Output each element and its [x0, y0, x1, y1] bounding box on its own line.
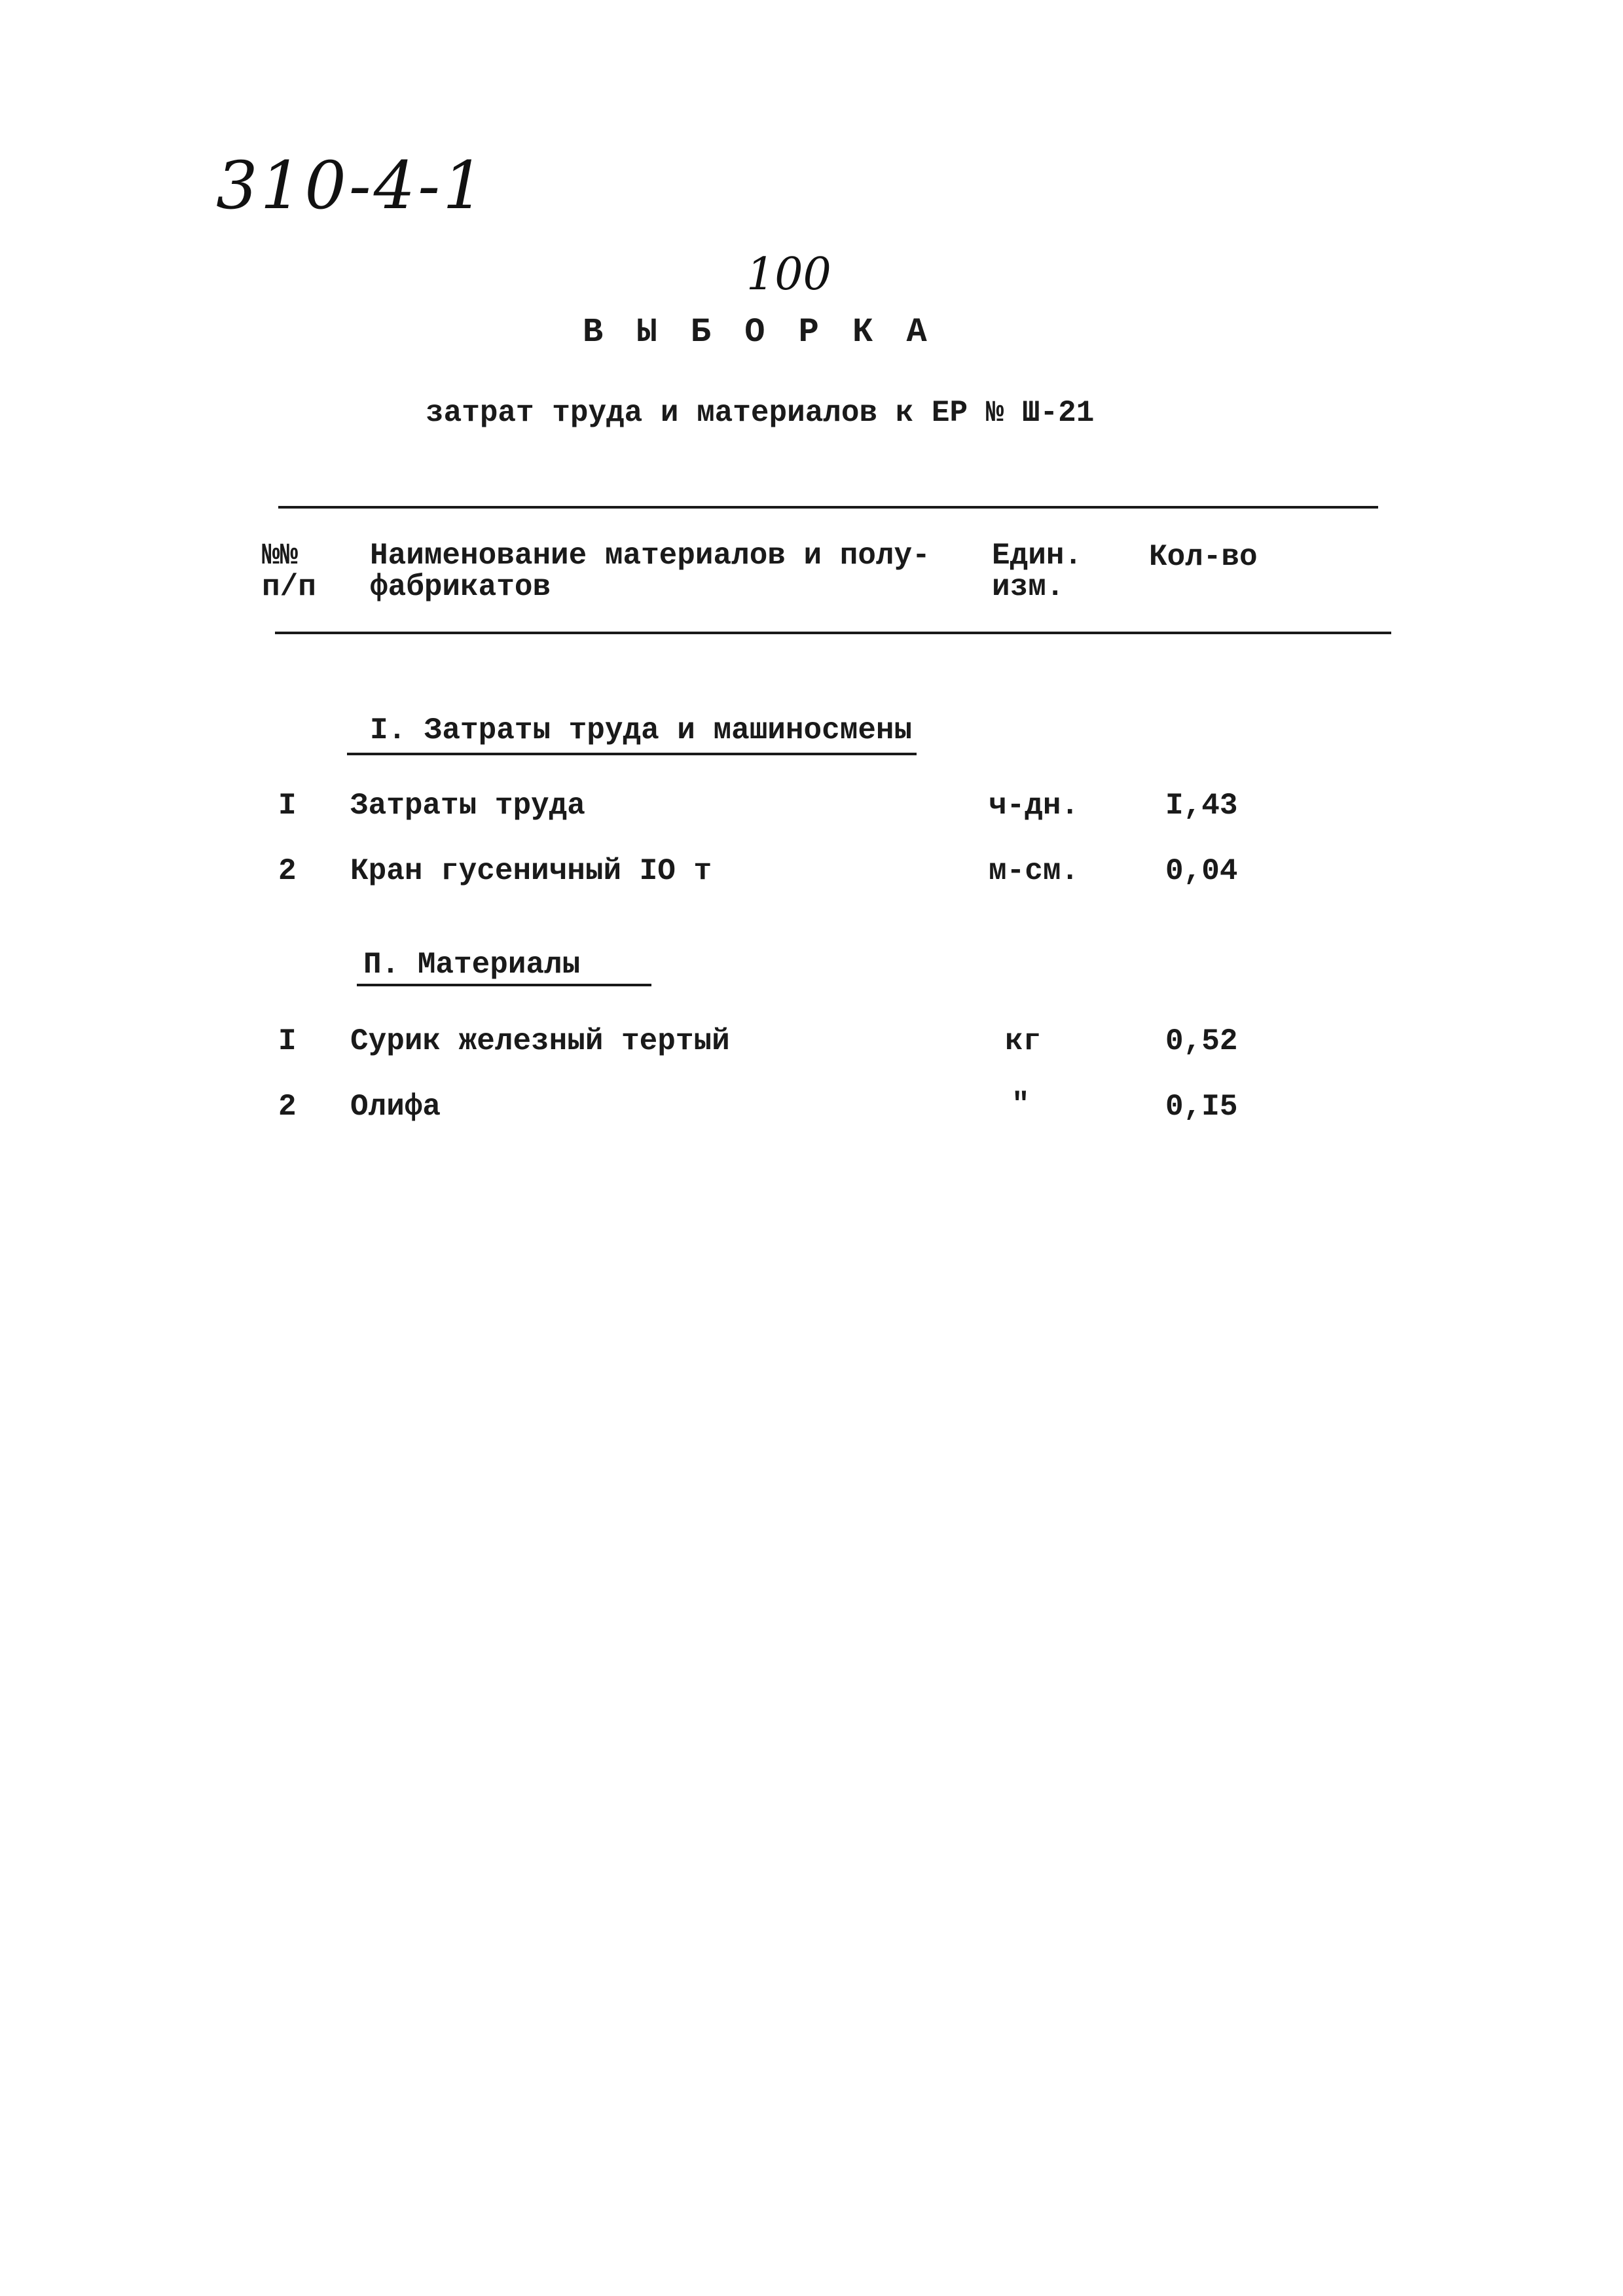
section-materials-title: П. Материалы [363, 948, 581, 982]
header-qty: Кол-во [1149, 540, 1258, 574]
page-number: 100 [746, 249, 831, 300]
row-qty: 0,I5 [1165, 1090, 1238, 1124]
row-qty: I,43 [1165, 789, 1238, 823]
row-qty: 0,52 [1165, 1024, 1238, 1058]
row-name: Кран гусеничный IO т [350, 854, 712, 888]
row-num: I [278, 1024, 297, 1058]
row-unit: кг [1005, 1024, 1042, 1058]
header-unit: Един. изм. [992, 539, 1083, 604]
row-qty: 0,04 [1165, 854, 1238, 888]
table-header-rule [275, 632, 1391, 634]
document-title: В Ы Б О Р К А [583, 313, 934, 351]
row-num: 2 [278, 854, 297, 888]
document-code: 310-4-1 [216, 147, 487, 224]
row-name: Олифа [350, 1090, 441, 1124]
row-num: I [278, 789, 297, 823]
row-unit: " [1012, 1088, 1030, 1122]
section-materials-underline [357, 984, 651, 986]
header-name: Наименование материалов и полу- фабрикатов [370, 539, 930, 604]
section-labor-title: I. Затраты труда и машиносмены [370, 713, 913, 747]
table-top-rule [278, 506, 1378, 509]
row-unit: ч-дн. [989, 789, 1080, 823]
document-subtitle: затрат труда и материалов к ЕР № Ш-21 [426, 396, 1095, 430]
row-num: 2 [278, 1090, 297, 1124]
row-unit: м-см. [989, 854, 1080, 888]
header-num: №№ п/п [262, 539, 316, 604]
section-labor-underline [347, 753, 917, 755]
row-name: Затраты труда [350, 789, 585, 823]
row-name: Сурик железный тертый [350, 1024, 730, 1058]
